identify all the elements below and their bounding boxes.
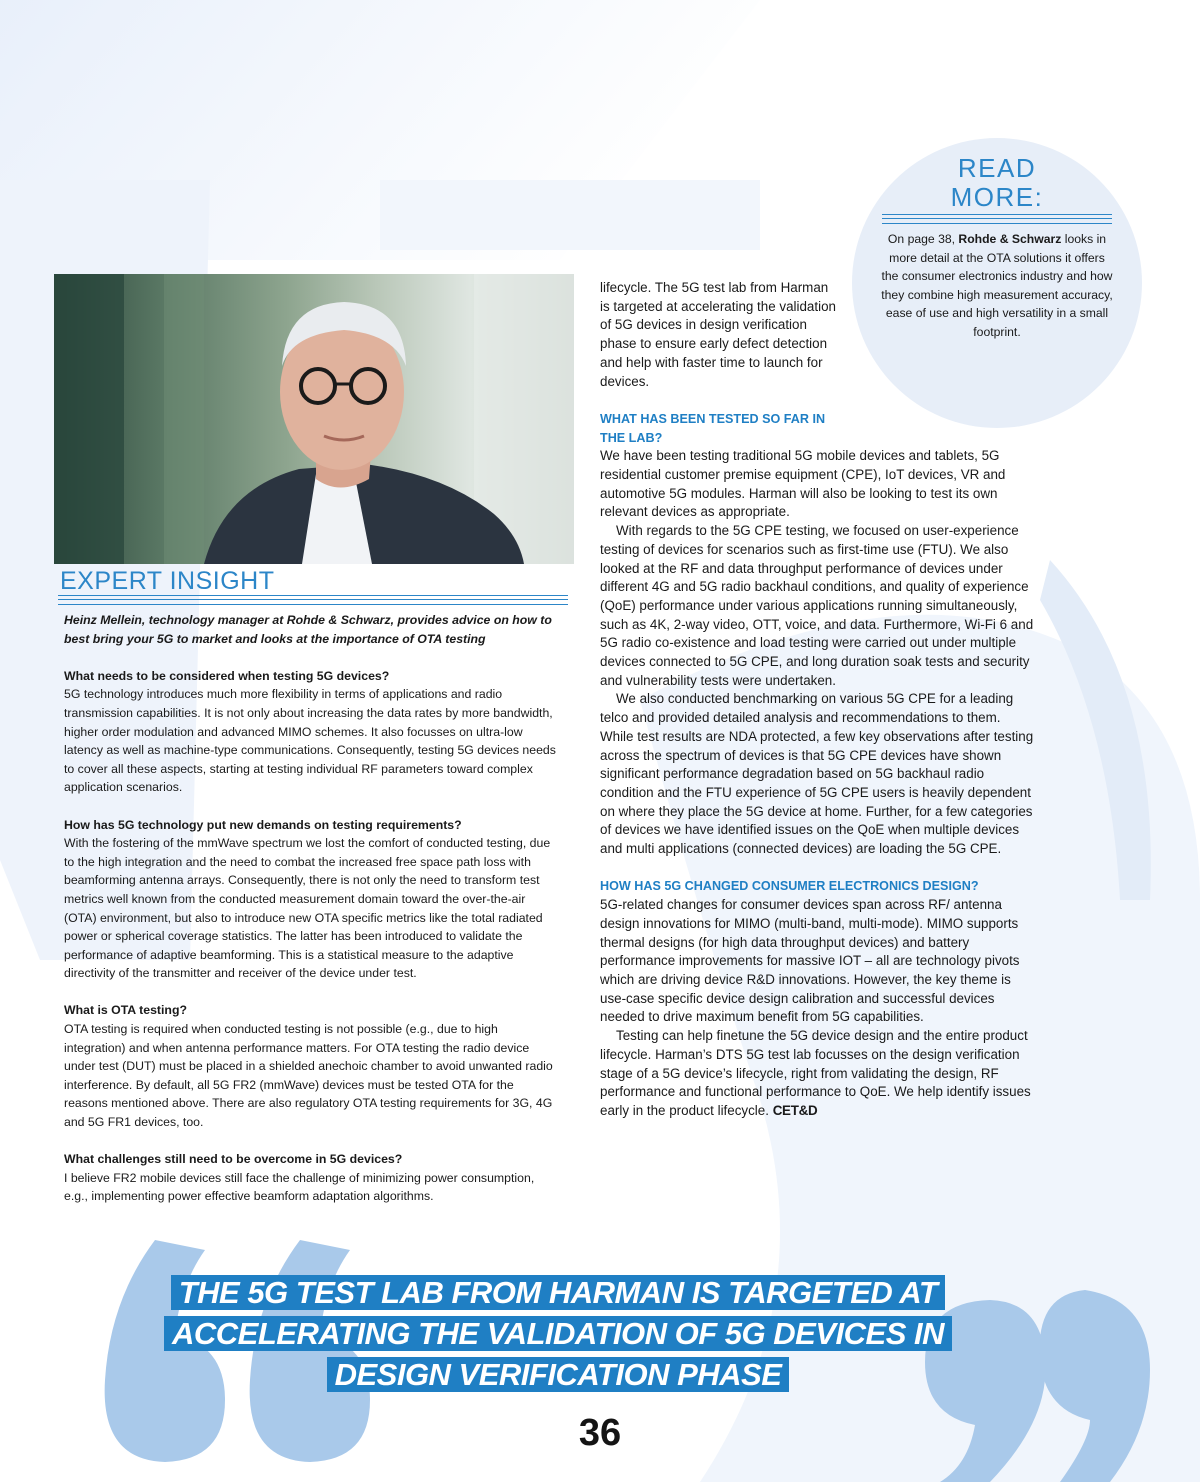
read-more-rest: looks in more detail at the OTA solutions it offers the consumer electronics industry and how they combine high measurement accuracy, ease of use and high versatility in a small footprint. xyxy=(881,232,1113,339)
read-more-prefix: On page 38, xyxy=(887,232,959,246)
expert-insight-body xyxy=(64,611,560,1225)
qa-answer: OTA testing is required when conducted testing is not possible (e.g., due to high integration) and when antenna performance matters. For OTA testing the radio device under test (DUT) must be placed in a shielded anechoic chamber to avoid unwanted radio interference. By default, all 5G FR2 (mmWave) devices must be tested OTA for the reasons mentioned above. There are also regulatory OTA testing requirements for 3G, 4G and 5G FR1 devices, too. xyxy=(64,1022,553,1130)
read-more-company: Rohde & Schwarz xyxy=(958,232,1062,246)
qa-question: What is OTA testing? xyxy=(64,1003,187,1018)
article-paragraph: We have been testing traditional 5G mobile devices and tablets, 5G residential customer premise equipment (CPE), IoT devices, VR and automotive 5G modules. Harman will also be looking to test its own relevant devices as appropriate. xyxy=(600,448,1006,520)
expert-intro: Heinz Mellein, technology manager at Rohde & Schwarz, provides advice on how to best bring your 5G to market and looks at the importance of OTA testing xyxy=(64,613,552,646)
read-more-callout xyxy=(852,138,1142,428)
portrait-photo xyxy=(54,274,574,564)
article-paragraph-text: Testing can help finetune the 5G device design and the entire product lifecycle. Harman’s DTS 5G test lab focusses on the design verification stage of a 5G device’s lifecycle, right from validating the design, RF performance and functional performance to QoE. We help identify issues early in the product lifecycle. xyxy=(600,1028,1031,1118)
qa-question: What needs to be considered when testing 5G devices? xyxy=(64,668,390,683)
qa-answer: 5G technology introduces much more flexibility in terms of applications and radio transmission capabilities. It is not only about increasing the data rates by more bandwidth, higher order modulation and advanced MIMO schemes. It also focusses on ultra-low latency as well as machine-type communications. Consequently, testing 5G devices needs to cover all these aspects, starting at testing individual RF parameters toward complex application scenarios. xyxy=(64,687,556,795)
section-heading: WHAT HAS BEEN TESTED SO FAR IN THE LAB? xyxy=(600,411,826,445)
end-tag: CET&D xyxy=(772,1102,818,1118)
read-more-text xyxy=(880,230,1114,342)
article-paragraph: We also conducted benchmarking on various 5G CPE for a leading telco and provided detailed analysis and recommendations to them. While test results are NDA protected, a few key observations after testing across the spectrum of devices is that 5G CPE devices have shown significant performance degradation based on 5G backhaul radio condition and the FTU experience of 5G CPE users is heavily dependent on where they place the 5G device at home. Further, for a few categories of devices we have identified issues on the QoE when multiple devices and multi applications (connected devices) are loading the 5G CPE. xyxy=(600,691,1034,857)
section-heading: HOW HAS 5G CHANGED CONSUMER ELECTRONICS DESIGN? xyxy=(600,879,979,894)
article-opening: lifecycle. The 5G test lab from Harman is targeted at accelerating the validation of 5G devices in design verification phase to ensure early defect detection and help with faster time to launch for devices. xyxy=(600,280,836,389)
expert-insight-rule xyxy=(58,595,568,605)
pull-quote-text: THE 5G TEST LAB FROM HARMAN IS TARGETED AT ACCELERATING THE VALIDATION OF 5G DEVICES IN DESIGN VERIFICATION PHASE xyxy=(164,1275,952,1392)
qa-question: How has 5G technology put new demands on testing requirements? xyxy=(64,817,462,832)
qa-question: What challenges still need to be overcome in 5G devices? xyxy=(64,1152,403,1167)
read-more-rule xyxy=(882,214,1112,224)
qa-answer: With the fostering of the mmWave spectrum we lost the comfort of conducted testing, due to the high integration and the need to combat the increased free space path loss with beamforming antenna arrays. Consequently, there is not only the need to transform test metrics well known from the conducted measurement domain toward the over-the-air (OTA) environment, but also to introduce new OTA specific metrics like the total radiated power or spherical coverage statistics. The latter has been introduced to validate the performance of adaptive beamforming. This is a statistical measure to the adaptive directivity of the transmitter and receiver of the device under test. xyxy=(64,836,551,981)
qa-answer: I believe FR2 mobile devices still face the challenge of minimizing power consumption, e.g., implementing power effective beamform adaptation algorithms. xyxy=(64,1170,535,1204)
article-paragraph xyxy=(600,1027,1036,1121)
read-more-title-line: READ xyxy=(957,153,1037,183)
portrait-illustration xyxy=(54,274,574,564)
article-paragraph: With regards to the 5G CPE testing, we focused on user-experience testing of devices for scenarios such as first-time use (FTU). We also looked at the RF and data throughput performance of devices under different 4G and 5G radio backhaul conditions, and quality of experience (QoE) performance under various applications running simultaneously, such as 4K, 2-way video, OTT, voice, and data. Furthermore, Wi-Fi 6 and 5G radio co-existence and load testing were carried out under multiple devices connected to 5G CPE, and long duration soak tests and security and vulnerability tests were undertaken. xyxy=(600,523,1034,688)
read-more-title xyxy=(852,154,1142,212)
pull-quote xyxy=(150,1272,966,1395)
expert-insight-title: EXPERT INSIGHT xyxy=(60,567,275,595)
read-more-title-line: MORE: xyxy=(950,182,1044,212)
article-paragraph: 5G-related changes for consumer devices span across RF/ antenna design innovations for MIMO (multi-band, multi-mode). MIMO supports thermal designs (for high data throughput devices) and battery performance improvements for massive IOT – all are technology pivots which are driving device R&D innovations. However, the key theme is use-case specific device design calibration and successful devices needed to drive maximum benefit from 5G capabilities. xyxy=(600,897,1020,1025)
page-number: 36 xyxy=(578,1412,622,1454)
